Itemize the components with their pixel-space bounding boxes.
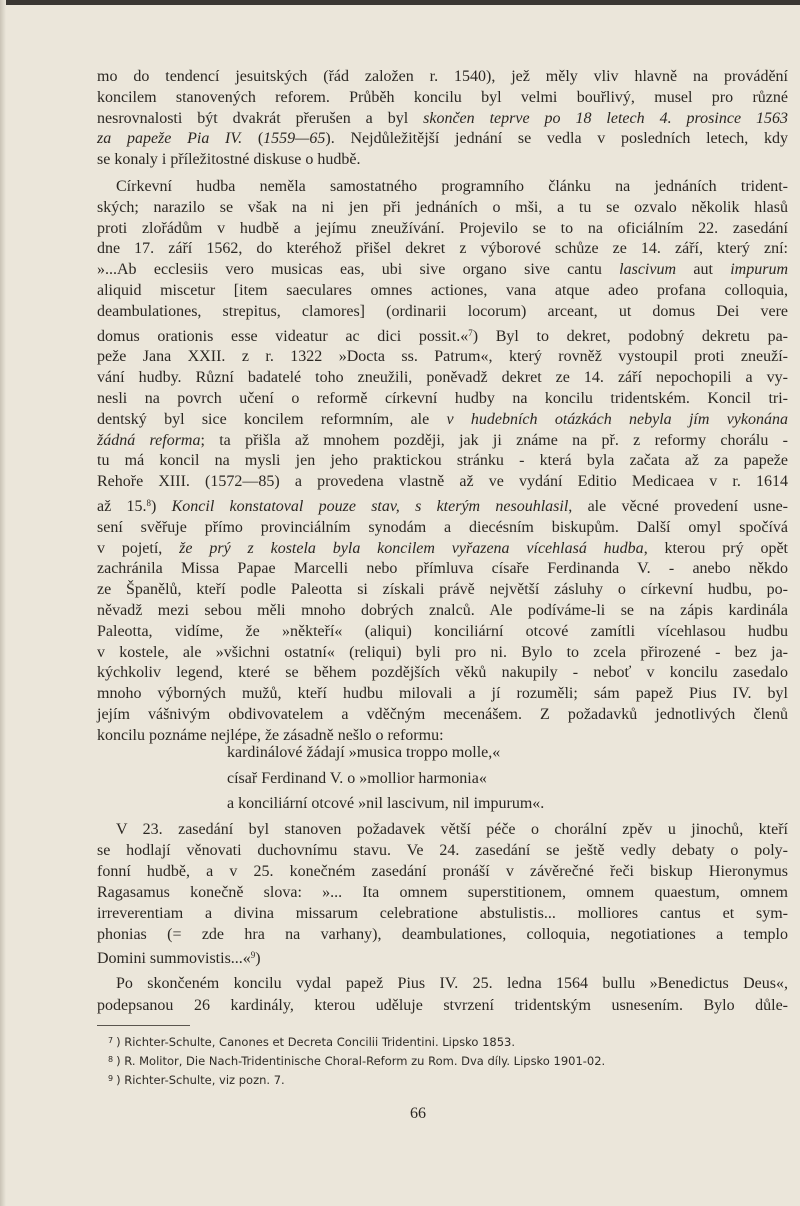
text-line [97, 177, 788, 198]
text-span: »...Ab ecclesiis vero musicas eas, ubi sive organo sive cantu [97, 261, 620, 279]
text-span: mo do tendencí jesuitských (řád založen r. 1540), jež měly vliv hlavně na provádění [97, 68, 788, 85]
text-line [227, 791, 544, 817]
text-span: dne 17. září 1562, do kteréhož přišel dekret z výborové schůze ze 14. září, který zní: [97, 240, 788, 258]
text-span: aliquid miscetur [item saeculares omnes actiones, vana atque adeo profana colloquia, [97, 281, 788, 299]
text-line [97, 924, 788, 945]
text-line [97, 451, 788, 472]
italic-text: Koncil konstatoval pouze stav, s kterým nesouhlasil [171, 497, 569, 515]
text-span: v kostele, ale »všichni ostatní« (reliqui) byli pro ni. Bylo to zcela přirozené - bez ja- [97, 643, 788, 661]
page-number: 66 [410, 1105, 426, 1122]
text-span: ze Španělů, kteří podle Paleotta si získali právě největší zásluhy o církevní hudbu, po- [97, 581, 788, 599]
footnote-rule [97, 1025, 190, 1026]
footnote [108, 1070, 605, 1089]
text-line [97, 684, 788, 705]
text-span: v pojetí, [97, 539, 180, 557]
text-line [97, 861, 788, 882]
text-span: , kterou prý opět [643, 539, 789, 557]
text-span: koncilu poznáme nejlépe, že zásadně nešlo o reformu: [97, 726, 444, 744]
text-line [97, 663, 788, 684]
text-span: Ragasamus konečně slova: »... Ita omnem superstitionem, omnem quaestum, omnem [97, 884, 788, 901]
text-span: dentský byl sice koncilem reformním, ale [97, 410, 447, 428]
text-line [97, 389, 788, 410]
paragraph [97, 177, 788, 747]
text-span: aut [676, 261, 731, 279]
text-line [97, 601, 788, 622]
text-span: tu má koncil na mysli jen jeho praktickou stránku - která byla začata až za papeže [97, 452, 788, 470]
text-line [97, 431, 788, 452]
footnote-text: ) Richter-Schulte, viz pozn. 7. [116, 1073, 285, 1087]
text-span: ) [255, 950, 261, 967]
text-line [97, 129, 788, 150]
italic-text: v hudebních otázkách nebyla jím vykonána [446, 410, 788, 428]
text-span: , ale věcné provedení usne- [568, 497, 788, 515]
text-line [97, 88, 788, 109]
text-line [97, 518, 788, 539]
text-span: a konciliární otcové »nil lascivum, nil impurum«. [227, 795, 545, 812]
text-line [97, 840, 788, 861]
text-span: podepsanou 26 kardinály, kterou uděluje stvrzení tridentským usnesením. Bylo důle- [97, 996, 788, 1014]
italic-text: skončen teprve po 18 letech 4. prosince 1563 [423, 109, 789, 127]
text-span: zachránila Missa Papae Marcelli nebo přímluva císaře Ferdinanda V. - anebo někdo [97, 560, 788, 578]
text-line [97, 973, 788, 995]
text-span: něvadž mezi sebou měli mnoho dobrých znalců. Ale podíváme-li se na zápis kardinála [97, 601, 788, 619]
text-span: Paleotta, vidíme, že »někteří« (aliqui) konciliární otcové zamítli vícehlasou hudbu [97, 622, 788, 640]
text-span: mnoho výborných mužů, kteří hudbu milovali a jí rozuměli; sám papež Pius IV. byl [97, 685, 788, 703]
text-span: kýchkoliv legend, které se během pozdějších věků nakupily - neboť v koncilu zasedalo [97, 664, 788, 682]
text-span: ských; narazilo se však na ni jen při jednáních o mši, a tu se ozvalo několik hlasů [97, 198, 788, 216]
scan-left-edge [0, 0, 6, 1206]
text-span: nesrovnalosti být dvakrát přerušen a byl [97, 109, 424, 127]
text-span: sení svěřuje přímo provinciálním synodám a diecésním biskupům. Další omyl spočívá [97, 518, 788, 536]
text-line [97, 493, 788, 518]
footnotes [108, 1032, 605, 1089]
text-line [97, 109, 788, 130]
text-span: proti zlořádům v hudbě a jejímu zneužívání. Projevilo se to na oficiálním 22. zasedání [97, 219, 788, 237]
text-span: Po skončeném koncilu vydal papež Pius IV. 25. ledna 1564 bullu »Benedictus Deus«, [116, 975, 788, 992]
text-span: fonní hudbě, a v 25. konečném zasedání pronáší v závěrečné řeči biskup Hieronymus [97, 863, 788, 880]
italic-text: žádná reforma [97, 431, 201, 449]
text-line [97, 198, 788, 219]
text-span: phonias (= zde hra na varhany), deambulationes, colloquia, negotiationes a templo [97, 926, 788, 943]
text-span: V 23. zasedání byl stanoven požadavek větší péče o chorální zpěv u jinochů, kteří [116, 821, 788, 838]
text-span: koncilem stanovených reforem. Průběh koncilu byl velmi bouřlivý, musel pro různé [97, 88, 788, 106]
text-span: irreverentiam a divina missarum celebratione abstulistis... molliores cantus et sym- [97, 905, 788, 922]
footnote [108, 1051, 605, 1070]
italic-text: za papeže Pia IV. [97, 130, 243, 148]
text-line [97, 705, 788, 726]
text-line [97, 302, 788, 323]
text-span: ). Nejdůležitější jednání se vedla v posledních letech, kdy [325, 130, 789, 148]
footnote-ref: 8 [146, 497, 151, 508]
footnote-number: 9 [108, 1074, 114, 1083]
quoted-list [227, 740, 544, 817]
text-line [97, 281, 788, 302]
italic-text: impurum [730, 261, 789, 279]
text-line [97, 559, 788, 580]
text-line [97, 580, 788, 601]
italic-text: lascivum [619, 261, 677, 279]
text-span: Rehoře XIII. (1572—85) a provedena vlastně až ve vydání Editio Medicaea v r. 1614 [97, 473, 788, 491]
text-line [227, 740, 544, 766]
text-line [97, 472, 788, 493]
text-line [97, 410, 788, 431]
footnote-ref: 7 [468, 327, 473, 338]
text-span: Domini summovistis...« [97, 950, 251, 967]
paragraph [97, 67, 788, 171]
text-span: deambulationes, strepitus, clamores] (ordinarii locorum) arceant, ut domus Dei vere [97, 302, 788, 320]
text-line [97, 539, 788, 560]
text-line [97, 150, 788, 171]
italic-text: 1559—65 [263, 130, 326, 148]
text-span: císař Ferdinand V. o »mollior harmonia« [227, 769, 487, 787]
text-line [97, 260, 788, 281]
text-line [97, 903, 788, 924]
italic-text: že prý z kostela byla koncilem vyřazena vícehlasá hudba [179, 539, 644, 557]
text-span: Církevní hudba neměla samostatného programního článku na jednáních trident- [116, 178, 788, 195]
text-span: ) [150, 497, 172, 515]
text-line [97, 945, 788, 969]
footnote-ref: 9 [250, 950, 256, 960]
text-span: se hodlají věnovati duchovnímu stavu. Ve 24. zasedání se ještě vedly debaty o poly- [97, 842, 788, 859]
text-line [227, 766, 544, 792]
paragraph [97, 819, 788, 969]
text-span: domus orationis esse videatur ac dici possit.« [97, 327, 469, 345]
footnote-number: 7 [108, 1036, 114, 1045]
text-span: kardinálové žádají »musica troppo molle,« [227, 744, 501, 761]
text-line [97, 819, 788, 840]
footnote [108, 1032, 605, 1051]
text-line [97, 622, 788, 643]
footnote-text: ) R. Molitor, Die Nach-Tridentinische Choral-Reform zu Rom. Dva díly. Lipsko 1901-02. [116, 1054, 606, 1068]
text-span: až 15. [97, 497, 147, 515]
footnote-text: ) Richter-Schulte, Canones et Decreta Concilii Tridentini. Lipsko 1853. [116, 1035, 516, 1049]
text-span: ) Byl to dekret, podobný dekretu pa- [472, 327, 788, 345]
text-line [97, 67, 788, 88]
scan-top-edge [0, 0, 800, 5]
text-span: peže Jana XXII. z r. 1322 »Docta ss. Patrum«, který rovněž vystoupil proti zneuží- [97, 348, 788, 366]
text-line [97, 239, 788, 260]
text-line [97, 368, 788, 389]
text-line [97, 882, 788, 903]
text-span: vání hudby. Různí badatelé toho zneužili, poněvadž dekret ze 14. září nepochopili a vy- [97, 369, 788, 387]
text-span: ( [242, 130, 264, 148]
text-span: jejím vášnivým obdivovatelem a vděčným mecenášem. Z požadavků jednotlivých členů [97, 705, 788, 723]
text-line [97, 643, 788, 664]
text-line [97, 995, 788, 1017]
text-span: nesli na povrch učení o reformě církevní hudby na koncilu tridentském. Koncil tri- [97, 389, 788, 407]
text-span: ; ta přišla až mnohem později, jak ji známe na př. z reformy chorálu - [200, 431, 788, 449]
text-span: se konaly i příležitostné diskuse o hudbě. [97, 151, 361, 169]
text-line [97, 347, 788, 368]
text-line [97, 219, 788, 240]
footnote-number: 8 [108, 1055, 114, 1064]
paragraph [97, 973, 788, 1016]
text-line [97, 323, 788, 348]
